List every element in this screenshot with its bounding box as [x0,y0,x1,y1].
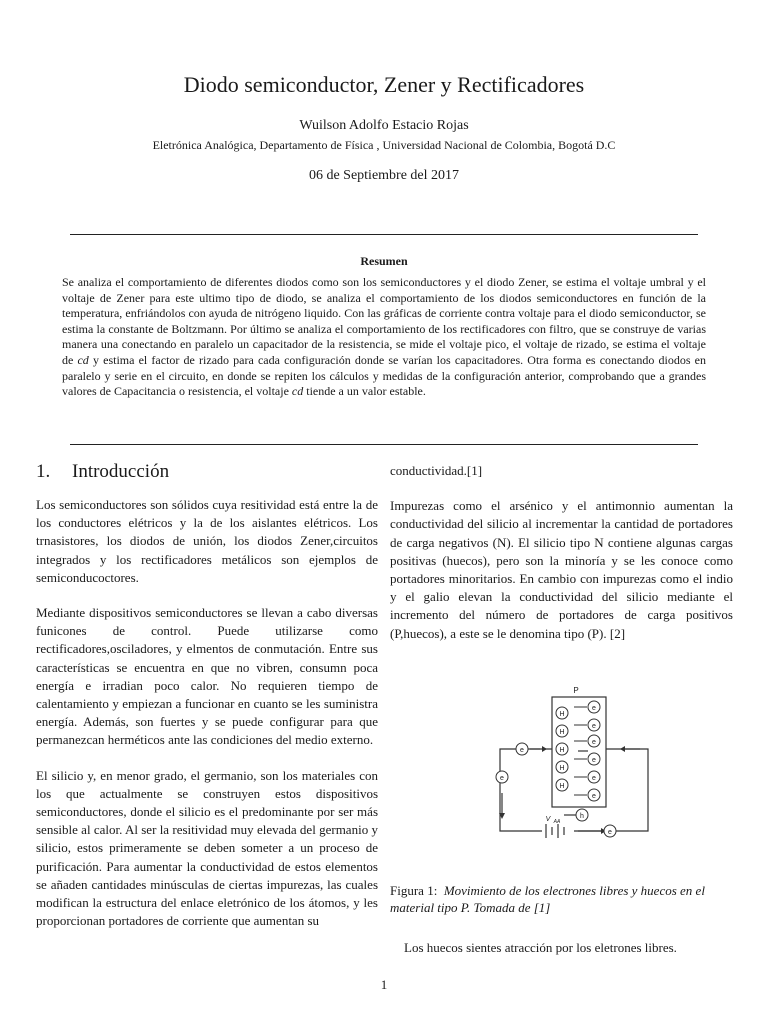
figure-1-diagram [470,683,660,863]
svg-text:e: e [592,775,596,782]
caption-label: Figura 1: [390,883,438,898]
caption-text: Movimiento de los electrones libres y huecos en el material tipo P. Tomada de [1] [390,883,705,915]
svg-text:H: H [559,783,565,790]
abstract-cd-1: cd [77,352,89,367]
abstract-text-1: Se analiza el comportamiento de diferentes diodos como son los semiconductores y el diodo Zener, se estima el voltaje umbral y el voltaje de Zener para este ultimo tipo de diodo, se analiza el comportamiento de los diodos semiconductores en función de la temperatura, enfriándolos con ayuda de nitrógeno liquido. Con las gráficas de corriente contra voltaje para el diodo semiconductor, se estima la constante de Boltzmann. Por último se analiza el comportamiento de los rectificadores con filtro, que se construye de varias manera una conectando en paralelo un capacitador de la resistencia, se mide el voltaje pico, el voltaje de rizado, se estima el voltaje de [62,275,706,367]
abstract-text-3: tiende a un valor estable. [303,384,426,399]
intro-paragraph-1: Los semiconductores son sólidos cuya resitividad está entre la de los conductores elétricos y la de los aislantes elétricos. Los trnasistores, los diodos de unión, los diodos Zener,circuitos integrados y los rectificadores metálicos son ejemplos de semiconducoctores. [36,497,378,585]
svg-text:H: H [559,747,565,754]
svg-text:e: e [592,793,596,800]
svg-text:e: e [608,829,612,836]
vaa-subscript: AA [553,819,561,825]
svg-text:e: e [592,723,596,730]
svg-text:H: H [559,729,565,736]
p-type-material-diagram [470,683,660,863]
page-number: 1 [380,977,388,992]
left-wire [500,749,552,831]
impurities-paragraph: Impurezas como el arsénico y el antimonnio aumentan la conductividad del silicio al incrementar la cantidad de portadores de carga negativos (N). El silicio tipo N contiene algunas cargas positivas (huecos), pero son la minoría y se les conoce como portadores minoritarios. En cambio con impurezas como el indio y el galio elevan la conductividad del silicio mediante el incremento del número de portadores de carga positivos (P,huecos), a este se le denomina tipo (P). [2] [390,498,733,641]
svg-text:e: e [500,775,504,782]
abstract-top-rule [70,234,698,235]
svg-text:H: H [559,765,565,772]
abstract-cd-2: cd [291,384,304,399]
right-column [390,462,733,643]
svg-text:e: e [592,757,596,764]
author-name: Wuilson Adolfo Estacio Rojas [299,118,469,133]
left-column [36,496,378,947]
electron-label: e [592,705,596,712]
hole-lower-label: h [580,813,584,820]
publication-date: 06 de Septiembre del 2017 [308,168,460,183]
intro-paragraph-3: El silicio y, en menor grado, el germanio, son los materiales con los que actualmente se construyen estos dispositivos semiconductores, donde el silicio es el predominante por ser más sensible al calor. Al ser la resitividad muy elevada del germanio y silicio, estos primeramente se deben someter a un proceso de purificación. Para aumentar la conductividad de estos elementos se añaden cantidades minúsculas de ciertas impurezas, las cuales modifican la estructura del enlace eletrónico de los átomos, y les proporcionan portadores de corriente que aumentan su [36,767,378,929]
affiliation: Eletrónica Analógica, Departamento de Física , Universidad Nacional de Colombia, Bogotá D.C [152,138,616,152]
section-title-text: Introducción [72,461,170,482]
abstract-heading: Resumen [360,254,408,268]
after-figure-text: Los huecos sientes atracción por los eletrones libres. [404,940,677,955]
figure-caption [390,882,733,916]
section-heading [36,461,169,483]
hole-label: H [559,711,565,718]
abstract-body [62,275,706,400]
svg-text:e: e [520,747,524,754]
paper-title: Diodo semiconductor, Zener y Rectificadores [183,72,585,97]
abstract-text-2: y estima el factor de rizado para cada configuración donde se varían los capacitadores. Otra forma es conectando diodos en paralelo y serie en el circuito, en donde se repiten los cálculos y medidas de la configuración anterior, comprobando que a grandes valores de Capacitancia o resistencia, el voltaje [62,352,706,399]
vaa-label: V [545,816,551,823]
p-label: P [573,686,579,695]
intro-paragraph-2: Mediante dispositivos semiconductores se llevan a cabo diversas funicones de control. Puede utilizarse como rectificadores,osciladores, y elmentos de conmutación. Entre sus características se encuentra en que no vibren, consumn poca energía e irradian poco calor. No requieren tiempo de calentamiento y empiezan a funcionar en cuanto se les suministra energía. Además, son fuertes y se puede configurar para que permanezcan herméticos ante las condiciones del medio externo. [36,605,378,748]
abstract-bottom-rule [70,444,698,445]
svg-text:e: e [592,739,596,746]
section-number: 1. [36,461,51,482]
continuation-text: conductividad.[1] [390,463,483,478]
